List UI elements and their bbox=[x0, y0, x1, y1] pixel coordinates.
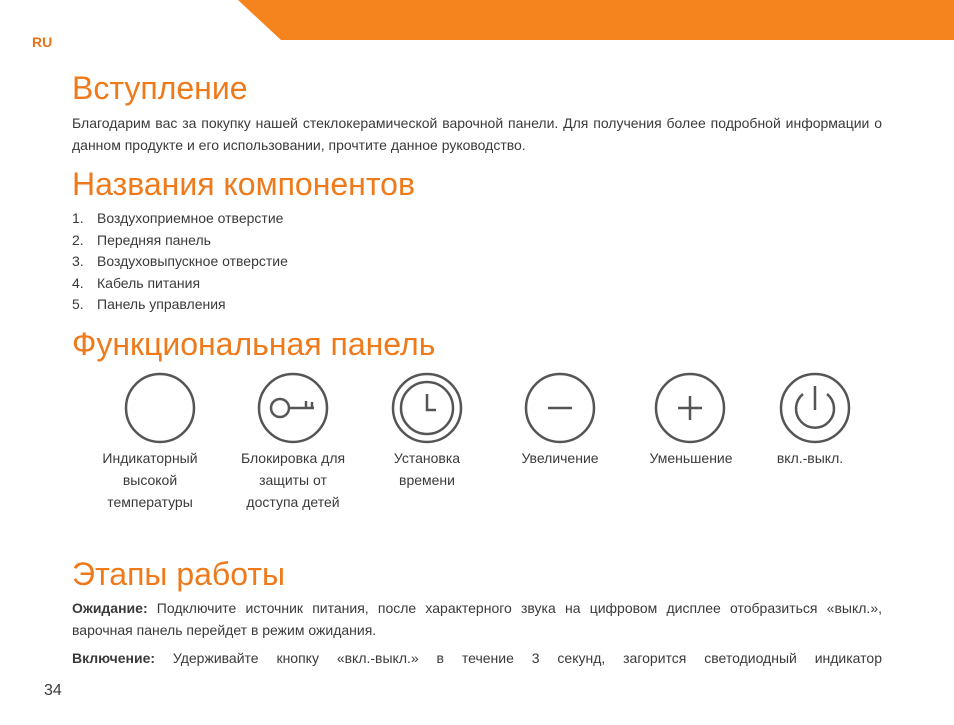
stages-title: Этапы работы bbox=[72, 556, 285, 592]
minus-icon bbox=[524, 372, 596, 444]
icon-label-timer: Установка времени bbox=[393, 450, 461, 488]
intro-text: Благодарим вас за покупку нашей стеклокерамической варочной панели. Для получения более подробной информации о данном продукте и его использовании, прочтите данное руководство. bbox=[72, 115, 882, 153]
list-item: 3. Воздуховыпускное отверстие bbox=[72, 253, 288, 269]
list-item: 5. Панель управления bbox=[72, 296, 226, 312]
components-title: Названия компонентов bbox=[72, 166, 415, 202]
panel-title: Функциональная панель bbox=[72, 326, 436, 362]
header-accent-bar bbox=[238, 0, 954, 40]
icon-label-power: вкл.-выкл. bbox=[776, 450, 844, 466]
icon-label-child-lock: Блокировка для защиты от доступа детей bbox=[240, 450, 346, 510]
list-item: 4. Кабель питания bbox=[72, 274, 201, 291]
key-lock-icon bbox=[257, 372, 329, 444]
plus-icon bbox=[654, 372, 726, 444]
intro-title: Вступление bbox=[72, 70, 248, 106]
page-number: 34 bbox=[44, 682, 62, 699]
list-item: 2. Передняя панель bbox=[72, 231, 211, 248]
power-on-paragraph: Включение: Удерживайте кнопку «вкл.-выкл.» в течение 3 секунд, загорится светодиодный индикатор bbox=[72, 650, 882, 666]
power-icon bbox=[779, 372, 851, 444]
components-list bbox=[72, 208, 288, 316]
list-item: 1. Воздухоприемное отверстие bbox=[72, 210, 284, 226]
standby-paragraph: Ожидание: Подключите источник питания, после характерного звука на цифровом дисплее отобразиться «выкл.», варочная панель перейдет в режим ожидания. bbox=[72, 600, 882, 638]
language-code: RU bbox=[32, 34, 53, 50]
clock-icon bbox=[391, 372, 463, 444]
icon-label-decrease: Уменьшение bbox=[649, 450, 733, 466]
icon-label-high-temp: Индикаторный высокой температуры bbox=[102, 450, 198, 510]
icon-label-increase: Увеличение bbox=[521, 450, 599, 466]
empty-circle-icon bbox=[124, 372, 196, 444]
